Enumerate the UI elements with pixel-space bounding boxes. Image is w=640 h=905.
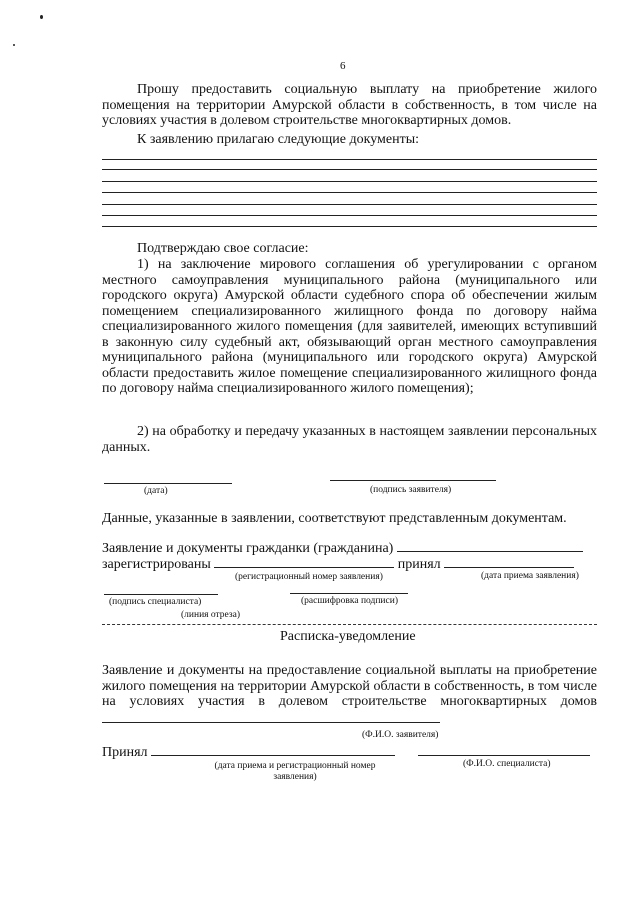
- documents-citizen-label: Заявление и документы гражданки (гражданина): [102, 541, 394, 556]
- acceptance-date-blank: [444, 555, 574, 568]
- applicant-name-blank: [102, 710, 440, 723]
- applicant-signature-caption: (подпись заявителя): [370, 485, 452, 495]
- consent-item-2: 2) на обработку и передачу указанных в настоящем заявлении персональных данных.: [102, 424, 597, 455]
- receipt-accepted-label: Принял: [102, 745, 148, 760]
- receipt-date-number-blank: [151, 743, 395, 756]
- receipt-title: Расписка-уведомление: [280, 629, 416, 644]
- cut-line: [102, 624, 597, 625]
- applicant-name-caption: (Ф.И.О. заявителя): [362, 730, 439, 740]
- consent-item-1: 1) на заключение мирового соглашения об урегулировании с органом местного самоуправления муниципального района (муниципального или городского округа) Амурской области судебного спора об обеспечении жилым помещением специализированного жилищного фонда по договору найма специализированного жилого помещения (для заявителей, имеющих вступивший в законную силу судебный акт, обязывающий орган местного самоуправления муниципального района (муниципального или городского округа) Амурской области предоставить жилое помещение специализированного жилищного фонда по договору найма специализированного жилого помещения);: [102, 257, 597, 396]
- specialist-signature-line: [104, 594, 218, 595]
- request-paragraph: Прошу предоставить социальную выплату на приобретение жилого помещения на территории Амурской области в собственность, в том числе на условиях участия в долевом строительстве многоквартирных домов.: [102, 82, 597, 128]
- consent-heading: Подтверждаю свое согласие:: [137, 241, 309, 256]
- date-line: [104, 483, 232, 484]
- document-list-line: [102, 169, 597, 170]
- scan-speck: [13, 44, 15, 46]
- receipt-accepted-line: [102, 743, 395, 761]
- registration-number-blank: [214, 555, 394, 568]
- document-list-line: [102, 181, 597, 182]
- receipt-specialist-caption: (Ф.И.О. специалиста): [463, 759, 551, 769]
- verification-statement: Данные, указанные в заявлении, соответствуют представленным документам.: [102, 511, 567, 526]
- cut-line-caption: (линия отреза): [181, 610, 241, 620]
- document-list-line: [102, 204, 597, 205]
- registration-number-caption: (регистрационный номер заявления): [235, 572, 383, 582]
- document-list-line: [102, 215, 597, 216]
- accepted-label: принял: [397, 557, 441, 572]
- citizen-name-blank: [397, 539, 583, 552]
- signature-decode-line: [290, 593, 408, 594]
- registered-label: зарегистрированы: [102, 557, 211, 572]
- document-list-line: [102, 192, 597, 193]
- document-list-line: [102, 226, 597, 227]
- document-list-line: [102, 159, 597, 160]
- acceptance-date-caption: (дата приема заявления): [481, 571, 579, 581]
- specialist-signature-caption: (подпись специалиста): [109, 597, 202, 607]
- attached-documents-label: К заявлению прилагаю следующие документы:: [137, 132, 420, 147]
- receipt-text: Заявление и документы на предоставление социальной выплаты на приобретение жилого помещения на территории Амурской области в собственность, в том числе на условиях участия в долевом строительстве многоквартирных домов: [102, 663, 597, 709]
- receipt-paragraph: [102, 663, 597, 727]
- receipt-specialist-line: [418, 755, 590, 756]
- receipt-date-number-caption: (дата приема и регистрационный номер заявления): [214, 761, 376, 782]
- signature-decode-caption: (расшифровка подписи): [301, 596, 398, 606]
- applicant-signature-line: [330, 480, 496, 481]
- date-caption: (дата): [144, 486, 168, 496]
- page-number: 6: [340, 60, 346, 72]
- scan-speck: [40, 15, 43, 19]
